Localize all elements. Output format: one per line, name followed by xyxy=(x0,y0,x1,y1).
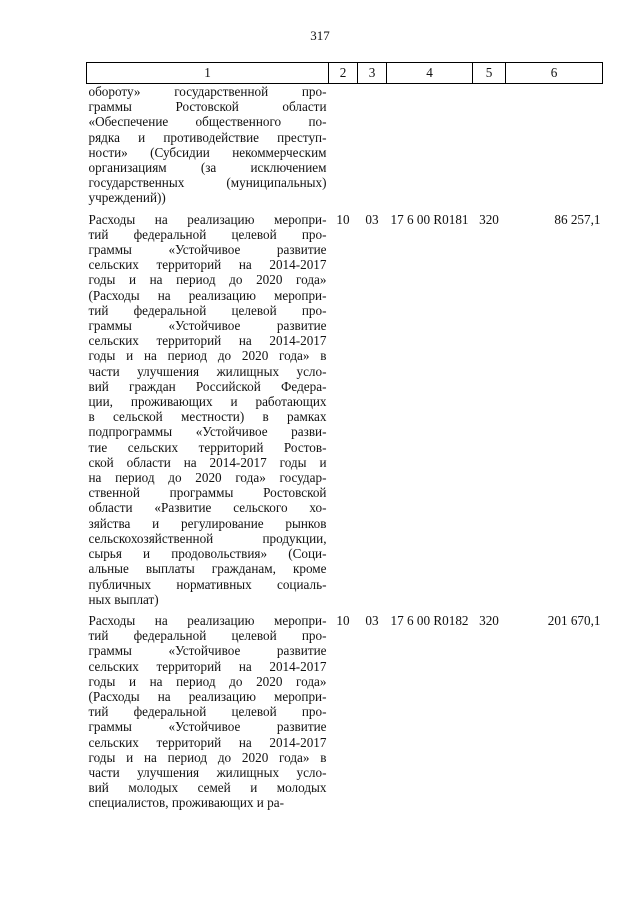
description-line: публичных нормативных социаль- xyxy=(88,576,327,592)
amount-value: 201 670,1 xyxy=(547,612,601,628)
description-line: на период до 2020 года» государ- xyxy=(88,470,327,486)
description-line: граммы Ростовской области xyxy=(88,99,327,115)
amount-value xyxy=(506,84,603,206)
table-row xyxy=(87,84,603,206)
description-line: ции, проживающих и работающих xyxy=(88,394,327,410)
target-article-code: 17 6 00 R0181 xyxy=(390,211,469,227)
column-header-4: 4 xyxy=(387,63,473,84)
description-line: альные выплаты гражданам, кроме xyxy=(88,561,327,577)
description-line: годы и на период до 2020 года» в xyxy=(88,348,327,364)
table-row xyxy=(87,212,603,607)
section-code: 10 xyxy=(336,211,350,227)
column-header-2: 2 xyxy=(329,63,358,84)
description-line: государственных (муниципальных) xyxy=(88,175,327,191)
expense-description xyxy=(87,613,329,811)
description-line: граммы «Устойчивое развитие xyxy=(88,719,327,735)
description-line: в сельской местности) в рамках xyxy=(88,409,327,425)
description-line: ственной программы Ростовской xyxy=(88,485,327,501)
subsection-code: 03 xyxy=(365,211,379,227)
description-line: тий федеральной целевой про- xyxy=(88,628,327,644)
description-line: граммы «Устойчивое развитие xyxy=(88,643,327,659)
description-line: граммы «Устойчивое развитие xyxy=(88,318,327,334)
section-code xyxy=(329,84,358,206)
description-line: «Обеспечение общественного по- xyxy=(88,114,327,130)
expense-description xyxy=(87,212,329,607)
description-line: годы и на период до 2020 года» xyxy=(88,272,327,288)
description-line: Расходы на реализацию меропри- xyxy=(88,211,327,227)
description-line: подпрограммы «Устойчивое разви- xyxy=(88,424,327,440)
description-line: Расходы на реализацию меропри- xyxy=(88,612,327,628)
expense-type-code: 320 xyxy=(479,612,499,628)
description-line: (Расходы на реализацию меропри- xyxy=(88,688,327,704)
description-line: части улучшения жилищных усло- xyxy=(88,764,327,780)
description-line: годы и на период до 2020 года» xyxy=(88,673,327,689)
description-line: ности» (Субсидии некоммерческим xyxy=(88,144,327,160)
description-line: тие сельских территорий Ростов- xyxy=(88,439,327,455)
description-line: учреждений)) xyxy=(88,190,166,206)
expense-description xyxy=(87,84,329,206)
section-code: 10 xyxy=(336,612,350,628)
target-article-code xyxy=(387,84,473,206)
description-line: рядка и противодействие преступ- xyxy=(88,129,327,145)
budget-table xyxy=(86,62,603,811)
description-line: зяйства и регулирование рынков xyxy=(88,515,327,531)
page-number: 317 xyxy=(310,28,330,43)
description-line: сельских территорий на 2014-2017 xyxy=(88,734,327,750)
subsection-code: 03 xyxy=(365,612,379,628)
description-line: годы и на период до 2020 года» в xyxy=(88,749,327,765)
description-line: тий федеральной целевой про- xyxy=(88,302,327,318)
table-row xyxy=(87,613,603,811)
description-line: сельских территорий на 2014-2017 xyxy=(88,333,327,349)
description-line: обороту» государственной про- xyxy=(88,84,327,99)
description-line: тий федеральной целевой про- xyxy=(88,704,327,720)
expense-type-code: 320 xyxy=(479,211,499,227)
description-line: (Расходы на реализацию меропри- xyxy=(88,287,327,303)
description-line: сырья и продовольствия» (Соци- xyxy=(88,546,327,562)
description-line: сельских территорий на 2014-2017 xyxy=(88,658,327,674)
table-body xyxy=(87,84,603,811)
description-line: области «Развитие сельского хо- xyxy=(88,500,327,516)
description-line: вий граждан Российской Федера- xyxy=(88,378,327,394)
description-line: вий молодых семей и молодых xyxy=(88,780,327,796)
description-line: сельских территорий на 2014-2017 xyxy=(88,257,327,273)
column-header-1: 1 xyxy=(87,63,329,84)
description-line: специалистов, проживающих и ра- xyxy=(88,795,284,811)
description-line: тий федеральной целевой про- xyxy=(88,226,327,242)
amount-value: 86 257,1 xyxy=(554,211,601,227)
description-line: организациям (за исключением xyxy=(88,160,327,176)
column-header-3: 3 xyxy=(358,63,387,84)
description-line: ской области на 2014-2017 годы и xyxy=(88,454,327,470)
target-article-code: 17 6 00 R0182 xyxy=(390,612,469,628)
description-line: граммы «Устойчивое развитие xyxy=(88,242,327,258)
expense-type-code xyxy=(473,84,506,206)
column-header-6: 6 xyxy=(506,63,603,84)
column-header-5: 5 xyxy=(473,63,506,84)
description-line: части улучшения жилищных усло- xyxy=(88,363,327,379)
table-header xyxy=(87,63,603,84)
description-line: ных выплат) xyxy=(88,591,159,607)
subsection-code xyxy=(358,84,387,206)
description-line: сельскохозяйственной продукции, xyxy=(88,530,327,546)
